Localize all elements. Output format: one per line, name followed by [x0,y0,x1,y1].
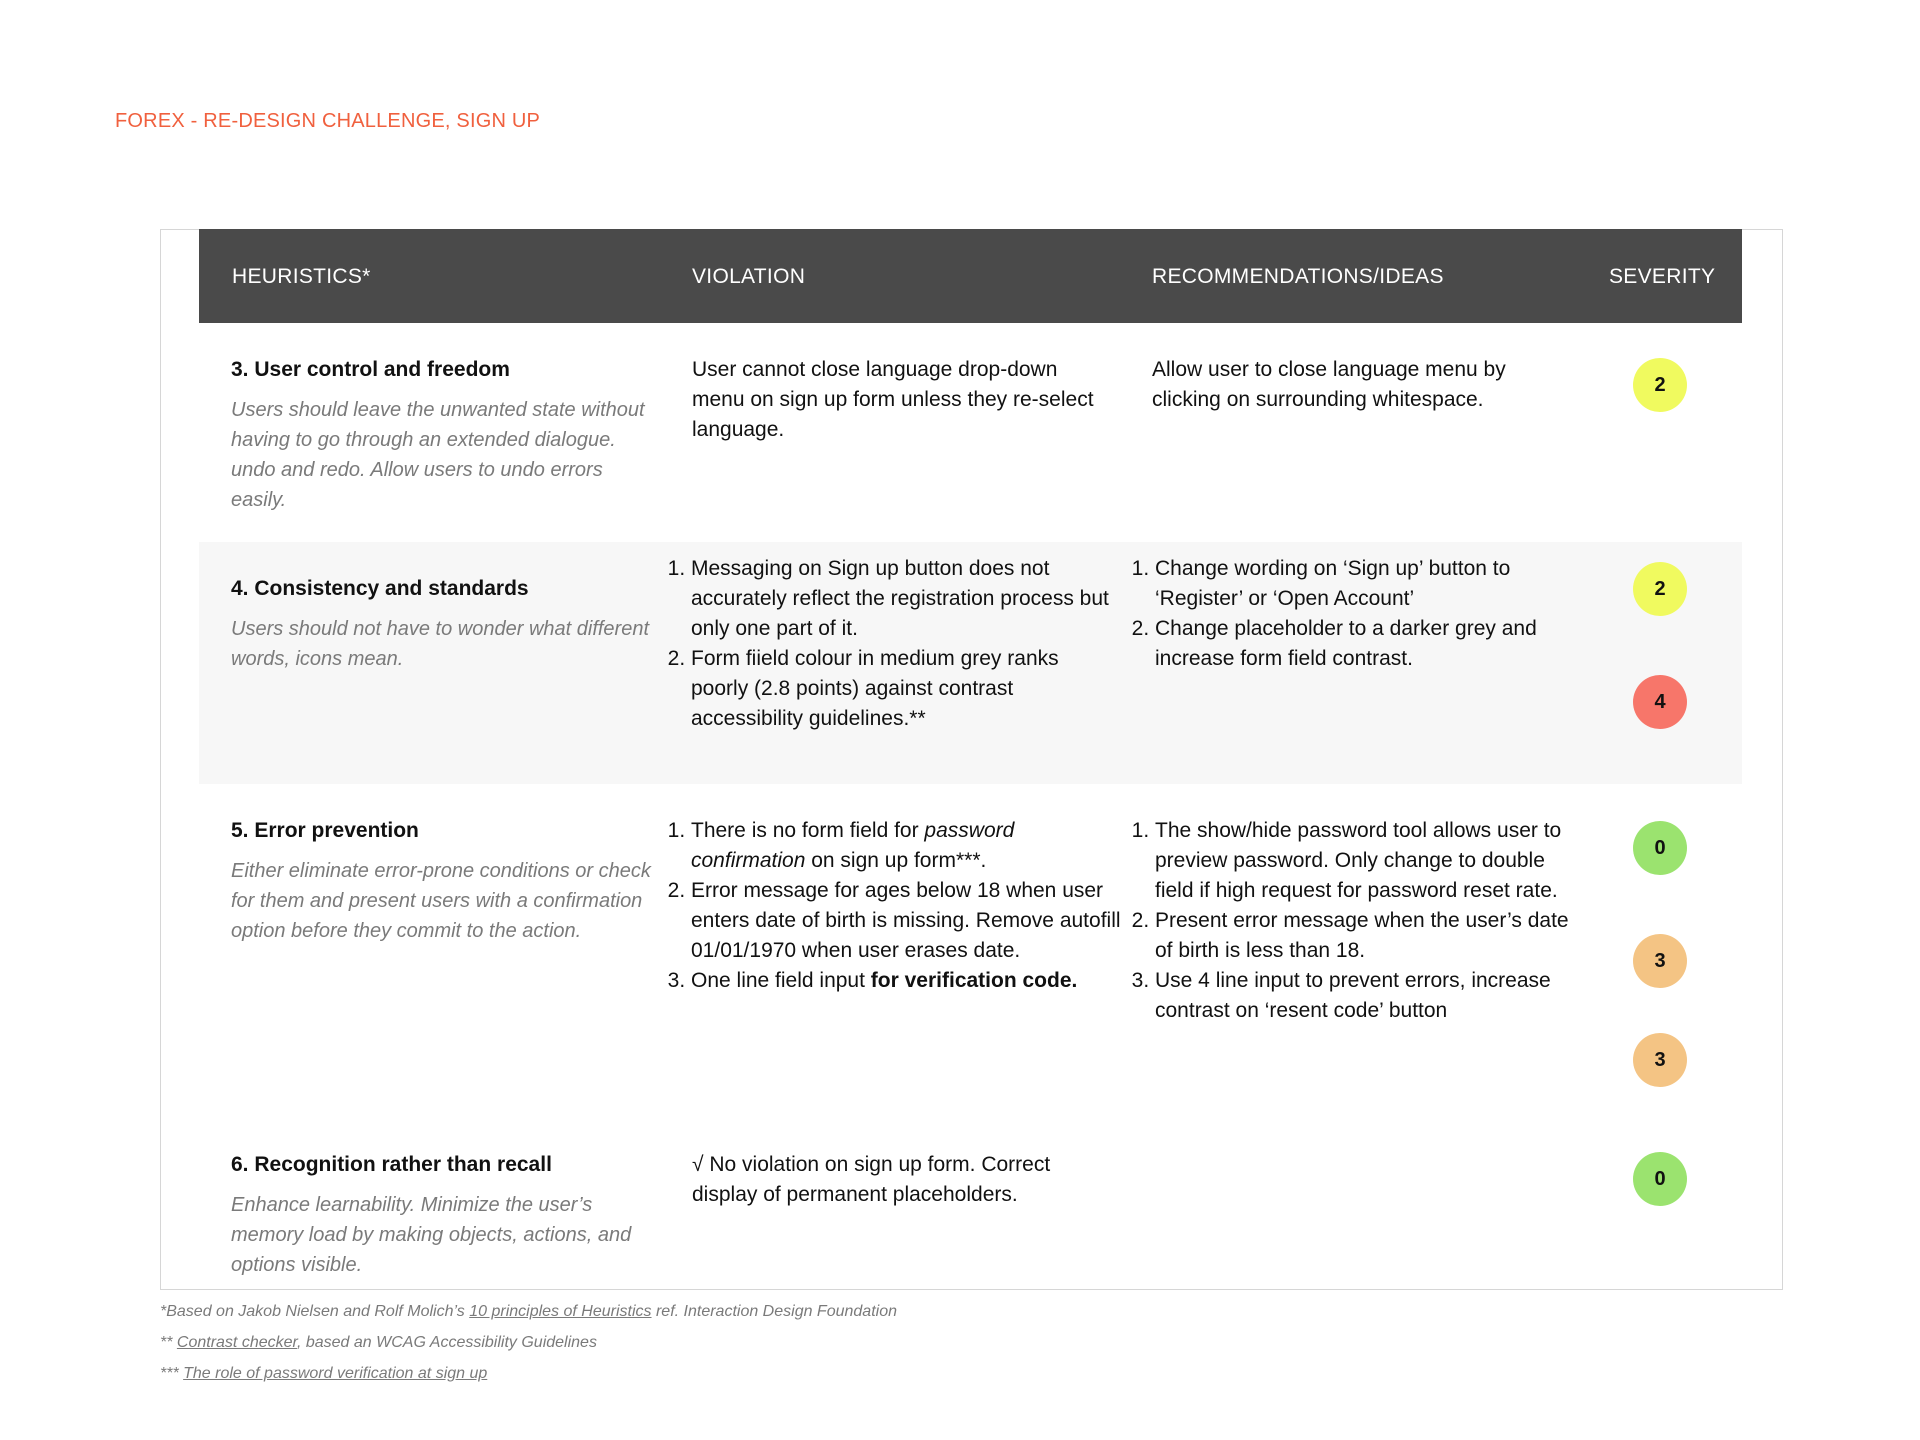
recommendation-list [1129,816,1585,1026]
severity-badge: 2 [1633,562,1687,616]
heuristic-title: 5. Error prevention [231,819,419,842]
violation-text: User cannot close language drop-down menu on sign up form unless they re-select language. [692,358,1094,441]
heuristic-description: Either eliminate error-prone conditions or check for them and present users with a confirmation option before they commit to the action. [231,860,651,942]
violation-item: 2. Error message for ages below 18 when user enters date of birth is missing. Remove autofill 01/01/1970 when user erases date. [691,876,1121,966]
contrast-checker-link[interactable]: Contrast checker [176,1334,297,1351]
table-row [199,1108,1742,1288]
table-row [199,323,1742,542]
header-recommendations: RECOMMENDATIONS/IDEAS [1152,265,1444,288]
violation-item: 1. Messaging on Sign up button does not accurately reflect the registration process but only one part of it. [691,554,1111,644]
violation-item: 2. Form fiield colour in medium grey ranks poorly (2.8 points) against contrast accessibility guidelines.** [691,644,1111,734]
severity-badge: 3 [1633,934,1687,988]
heuristic-description: Users should not have to wonder what different words, icons mean. [231,618,650,670]
violation-text: √ No violation on sign up form. Correct display of permanent placeholders. [692,1153,1051,1206]
heuristics-link[interactable]: 10 principles of Heuristics [469,1303,652,1320]
severity-badge: 2 [1633,358,1687,412]
header-heuristics: HEURISTICS* [232,265,371,288]
heuristic-description: Users should leave the unwanted state without having to go through an extended dialogue. undo and redo. Allow users to undo errors easily. [231,399,645,511]
severity-badge: 0 [1633,1152,1687,1206]
recommendation-text: Allow user to close language menu by clicking on surrounding whitespace. [1152,358,1506,411]
heuristic-title: 3. User control and freedom [231,358,510,381]
footnote-contrast: ** Contrast checker, based an WCAG Accessibility Guidelines [160,1334,597,1351]
severity-badge: 0 [1633,821,1687,875]
table-row [199,542,1742,784]
page-title: FOREX - RE-DESIGN CHALLENGE, SIGN UP [115,110,541,132]
header-severity: SEVERITY [1609,265,1716,288]
severity-badge: 4 [1633,675,1687,729]
violation-item: 3. One line field input for verification code. [691,966,1121,996]
recommendation-item: 3. Use 4 line input to prevent errors, increase contrast on ‘resent code’ button [1155,966,1585,1026]
violation-list [665,554,1111,734]
password-verification-link[interactable]: The role of password verification at sign up [183,1365,488,1382]
violation-list [665,816,1121,996]
recommendation-list [1129,554,1555,674]
table-header [199,229,1742,323]
table-row [199,784,1742,1108]
recommendation-item: 1. The show/hide password tool allows user to preview password. Only change to double field if high request for password reset rate. [1155,816,1585,906]
severity-badge: 3 [1633,1033,1687,1087]
footnote-heuristics-source: *Based on Jakob Nielsen and Rolf Molich’s 10 principles of Heuristics ref. Interaction Design Foundation [160,1303,897,1320]
recommendation-item: 2. Present error message when the user’s date of birth is less than 18. [1155,906,1585,966]
header-violation: VIOLATION [692,265,806,288]
violation-item: 1. There is no form field for password confirmation on sign up form***. [691,816,1121,876]
footnote-password: *** The role of password verification at sign up [160,1365,488,1382]
recommendation-item: 2. Change placeholder to a darker grey and increase form field contrast. [1155,614,1555,674]
heuristic-description: Enhance learnability. Minimize the user’s memory load by making objects, actions, and options visible. [231,1194,632,1276]
recommendation-item: 1. Change wording on ‘Sign up’ button to ‘Register’ or ‘Open Account’ [1155,554,1555,614]
heuristic-title: 6. Recognition rather than recall [231,1153,552,1176]
heuristic-title: 4. Consistency and standards [231,577,529,600]
